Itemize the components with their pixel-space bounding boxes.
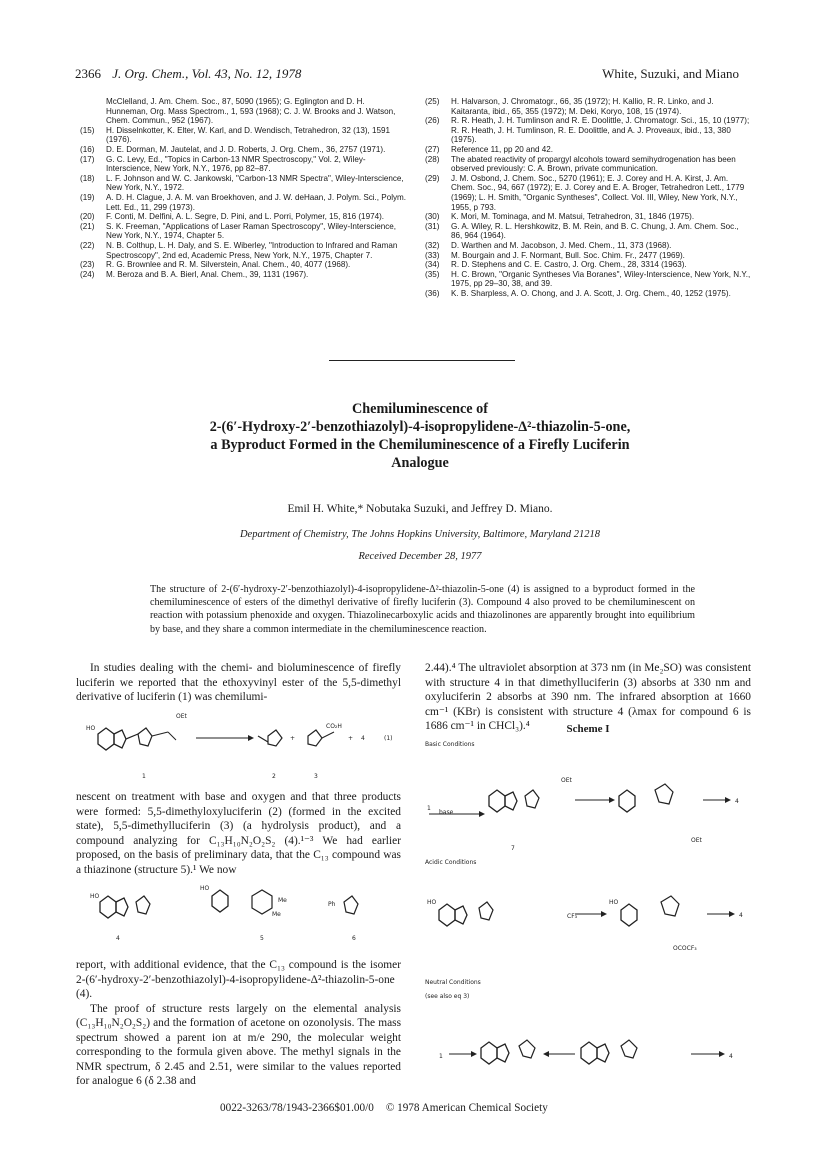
body-paragraph: 2.44).⁴ The ultraviolet absorption at 373 nm (in Me₂SO) was consistent with structure 4 in that dimethylluciferin (3) absorbs at 330 nm and oxyluciferin 2 absorbs at 390 nm. The infrared absorption at 1660 cm⁻¹ (KBr) is consistent with structure 4 (λmax for compound 6 is 1686 cm⁻¹ in CHCl₃).⁴ bbox=[425, 662, 751, 732]
svg-text:(see also eq 3): (see also eq 3) bbox=[425, 993, 470, 1000]
running-header-left bbox=[75, 66, 301, 82]
svg-text:CO₂H: CO₂H bbox=[326, 723, 342, 730]
svg-text:OEt: OEt bbox=[691, 837, 702, 844]
body-paragraph: report, with additional evidence, that the C₁₃ compound is the isomer 2-(6′-hydroxy-2′-benzothiazolyl)-4-isopropylidene-Δ²-thiazolin-5-one (4). The proof of structure rests largely on the elemental analysis (C₁₃H₁₀N₂O₂S₂) and the formation of acetone on ozonolysis. The mass spectrum showed a parent ion at m/e 290, the molecular weight corresponding to the formula given above. The methyl signals in the NMR spectrum, δ 2.45 and 2.51, were similar to the values reported for analogue 6 (δ 2.38 and bbox=[76, 959, 401, 1087]
reference-item: (26) R. R. Heath, J. H. Tumlinson and R. E. Doolittle, J. Chromatogr. Sci., 15, 10 (1977); R. R. Heath, J. H. Tumlinson, R. E. Doolittle, and A. J. Proveaux, ibid., 13, 380 (1975). bbox=[425, 116, 750, 145]
reference-item: (15) H. Disselnkotter, K. Elter, W. Karl, and D. Wendisch, Tetrahedron, 32 (13), 1591 (1976). bbox=[80, 125, 391, 145]
page-number: 2366 bbox=[75, 66, 101, 81]
reference-item: (16) D. E. Dorman, M. Jautelat, and J. D. Roberts, J. Org. Chem., 36, 2757 (1971). bbox=[80, 144, 386, 154]
svg-text:Basic Conditions: Basic Conditions bbox=[425, 741, 475, 748]
reference-item: (24) M. Beroza and B. A. Bierl, Anal. Chem., 39, 1131 (1967). bbox=[80, 269, 309, 279]
copyright-notice: © 1978 American Chemical Society bbox=[385, 1102, 548, 1114]
reference-item: (21) S. K. Freeman, "Applications of Laser Raman Spectroscopy", Wiley-Interscience, New York, N.Y., 1974, Chapter 5. bbox=[80, 221, 397, 241]
scheme-title: Scheme I bbox=[566, 723, 610, 735]
svg-text:+: + bbox=[348, 735, 354, 742]
svg-text:4: 4 bbox=[735, 798, 739, 805]
svg-text:CF₃: CF₃ bbox=[567, 913, 578, 920]
article-affiliation: Department of Chemistry, The Johns Hopkins University, Baltimore, Maryland 21218 bbox=[239, 529, 601, 540]
reference-item: (19) A. D. H. Clague, J. A. M. van Broekhoven, and J. W. deHaan, J. Polym. Sci., Polym. Lett. Ed., 11, 299 (1973). bbox=[80, 192, 407, 212]
reference-item: (27) Reference 11, pp 20 and 42. bbox=[425, 144, 553, 154]
body-paragraph: nescent on treatment with base and oxygen and that three products were formed: 5,5-dimethyloxyluciferin (2) (formed in the excited state), 5,5-dimethylluciferin (3) (a hydrolysis product), and a compound analyzing for C₁₃H₁₀N₂O₂S₂ (4).¹⁻³ We had earlier proposed, on the basis of preliminary data, that the C₁₃ compound was a thiazinone (structure 5).¹ We now bbox=[76, 791, 401, 876]
svg-text:Acidic Conditions: Acidic Conditions bbox=[425, 859, 477, 866]
svg-text:2: 2 bbox=[272, 773, 276, 780]
svg-text:HO: HO bbox=[200, 885, 210, 892]
svg-text:+: + bbox=[290, 735, 296, 742]
svg-text:3: 3 bbox=[314, 773, 318, 780]
svg-text:6: 6 bbox=[352, 935, 356, 942]
article-code: 0022-3263/78/1943-2366$01.00/0 bbox=[220, 1102, 374, 1114]
compounds-4-5-6-structures bbox=[76, 876, 406, 952]
journal-citation: J. Org. Chem., Vol. 43, No. 12, 1978 bbox=[112, 66, 302, 81]
svg-text:OEt: OEt bbox=[176, 713, 187, 720]
svg-text:HO: HO bbox=[86, 725, 96, 732]
svg-text:HO: HO bbox=[609, 899, 619, 906]
reference-item: (36) K. B. Sharpless, A. O. Chong, and J. A. Scott, J. Org. Chem., 40, 1252 (1975). bbox=[425, 288, 731, 298]
reference-item: (33) M. Bourgain and J. F. Normant, Bull. Soc. Chim. Fr., 2477 (1969). bbox=[425, 250, 685, 260]
reference-item: (31) G. A. Wiley, R. L. Hershkowitz, B. M. Rein, and B. C. Chung, J. Am. Chem. Soc., 86, 964 (1964). bbox=[425, 221, 739, 241]
reference-item: (23) R. G. Brownlee and R. M. Silverstein, Anal. Chem., 40, 4077 (1968). bbox=[80, 260, 351, 270]
reference-item: (22) N. B. Colthup, L. H. Daly, and S. E. Wiberley, "Introduction to Infrared and Raman Spectroscopy", 2nd ed, Academic Press, New York, N.Y., 1975, Chapter 7. bbox=[80, 240, 398, 260]
svg-text:4: 4 bbox=[361, 735, 365, 742]
body-paragraph: In studies dealing with the chemi- and bioluminescence of firefly luciferin we reported that the ethoxyvinyl ester of the 5,5-dimethyl derivative of luciferin (1) was chemilumi- bbox=[76, 662, 401, 703]
svg-text:4: 4 bbox=[116, 935, 120, 942]
svg-text:1: 1 bbox=[439, 1053, 443, 1060]
scheme-1-diagram bbox=[425, 738, 751, 1082]
equation-1-structures bbox=[76, 706, 406, 788]
svg-text:Neutral Conditions: Neutral Conditions bbox=[425, 979, 481, 986]
svg-text:HO: HO bbox=[427, 899, 437, 906]
svg-text:Me: Me bbox=[272, 911, 281, 918]
reference-item: (34) R. D. Stephens and C. E. Castro, J. Org. Chem., 28, 3314 (1963). bbox=[425, 260, 687, 270]
svg-text:HO: HO bbox=[90, 893, 100, 900]
svg-text:OEt: OEt bbox=[561, 777, 572, 784]
reference-item: (20) F. Conti, M. Delfini, A. L. Segre, D. Pini, and L. Porri, Polymer, 15, 816 (1974). bbox=[80, 212, 385, 222]
svg-text:Ph: Ph bbox=[328, 901, 336, 908]
article-title: Chemiluminescence of 2-(6′-Hydroxy-2′-benzothiazolyl)-4-isopropylidene-Δ²-thiazolin-5-one, a Byproduct Formed in the Chemiluminescence of a Firefly Luciferin Analogue bbox=[209, 401, 631, 471]
svg-text:1: 1 bbox=[142, 773, 146, 780]
svg-text:OCOCF₃: OCOCF₃ bbox=[673, 945, 697, 952]
svg-text:(1): (1) bbox=[384, 735, 393, 742]
svg-text:4: 4 bbox=[729, 1053, 733, 1060]
reference-item: (29) J. M. Osbond, J. Chem. Soc., 5270 (1961); E. J. Corey and H. A. Kirst, J. Am. Chem. Soc., 94, 667 (1972); E. J. Corey and E. A. Broger, Tetrahedron Lett., 1779 (1969); L. H. Smith, "Organic Syntheses", Collect. Vol. III, Wiley, New York, N.Y., 1955, p 793. bbox=[425, 173, 745, 212]
received-date: Received December 28, 1977 bbox=[358, 551, 482, 562]
reference-item: (35) H. C. Brown, "Organic Syntheses Via Boranes", Wiley-Interscience, New York, N.Y., 1975, pp 29–30, 38, and 39. bbox=[425, 269, 751, 289]
svg-text:1: 1 bbox=[427, 805, 431, 812]
svg-text:Me: Me bbox=[278, 897, 287, 904]
svg-text:7: 7 bbox=[511, 845, 515, 852]
running-authors: White, Suzuki, and Miano bbox=[602, 66, 739, 81]
reference-item: (30) K. Mori, M. Tominaga, and M. Matsui, Tetrahedron, 31, 1846 (1975). bbox=[425, 212, 695, 222]
reference-item: McClelland, J. Am. Chem. Soc., 87, 5090 (1965); G. Eglington and D. H. Hunneman, Org. Mass Spectrom., 1, 593 (1968); C. J. W. Brooks and J. Watson, Chem. Commun., 952 (1967). bbox=[106, 97, 396, 126]
references-right-column bbox=[425, 97, 751, 298]
section-divider bbox=[329, 360, 515, 361]
article-abstract: The structure of 2-(6′-hydroxy-2′-benzothiazolyl)-4-isopropylidene-Δ²-thiazolin-5-one (4) is assigned to a byproduct formed in the chemiluminescence of esters of the dimethyl derivative of firefly luciferin (3). Compound 4 also proved to be chemiluminescent on reaction with potassium phenoxide and oxygen. Thiazolinecarboxylic acids and thiazolinones are apparently brought into equilibrium by base, and they share a common intermediate in the chemiluminescence reaction. bbox=[150, 584, 695, 635]
reference-item: (25) H. Halvarson, J. Chromatogr., 66, 35 (1972); H. Kallio, R. R. Linko, and J. Kaitaranta, ibid., 65, 355 (1972); M. Deki, Koryo, 108, 15 (1974). bbox=[425, 97, 714, 116]
reference-item: (17) G. C. Levy, Ed., "Topics in Carbon-13 NMR Spectroscopy," Vol. 2, Wiley-Interscience, New York, N.Y., 1976, pp 82–87. bbox=[80, 154, 366, 174]
reference-item: (28) The abated reactivity of propargyl alcohols toward semihydrogenation has been observed previously: C. A. Brown, private communication. bbox=[425, 154, 736, 174]
svg-text:base: base bbox=[439, 809, 454, 816]
svg-text:4: 4 bbox=[739, 912, 743, 919]
reference-item: (18) L. F. Johnson and W. C. Jankowski, "Carbon-13 NMR Spectra", Wiley-Interscience, New York, N.Y., 1972. bbox=[80, 173, 404, 193]
reference-item: (32) D. Warthen and M. Jacobson, J. Med. Chem., 11, 373 (1968). bbox=[425, 240, 672, 250]
article-authors: Emil H. White,* Nobutaka Suzuki, and Jeffrey D. Miano. bbox=[287, 503, 553, 515]
page-footer bbox=[220, 1102, 548, 1114]
svg-text:5: 5 bbox=[260, 935, 264, 942]
references-left-column bbox=[80, 97, 408, 279]
